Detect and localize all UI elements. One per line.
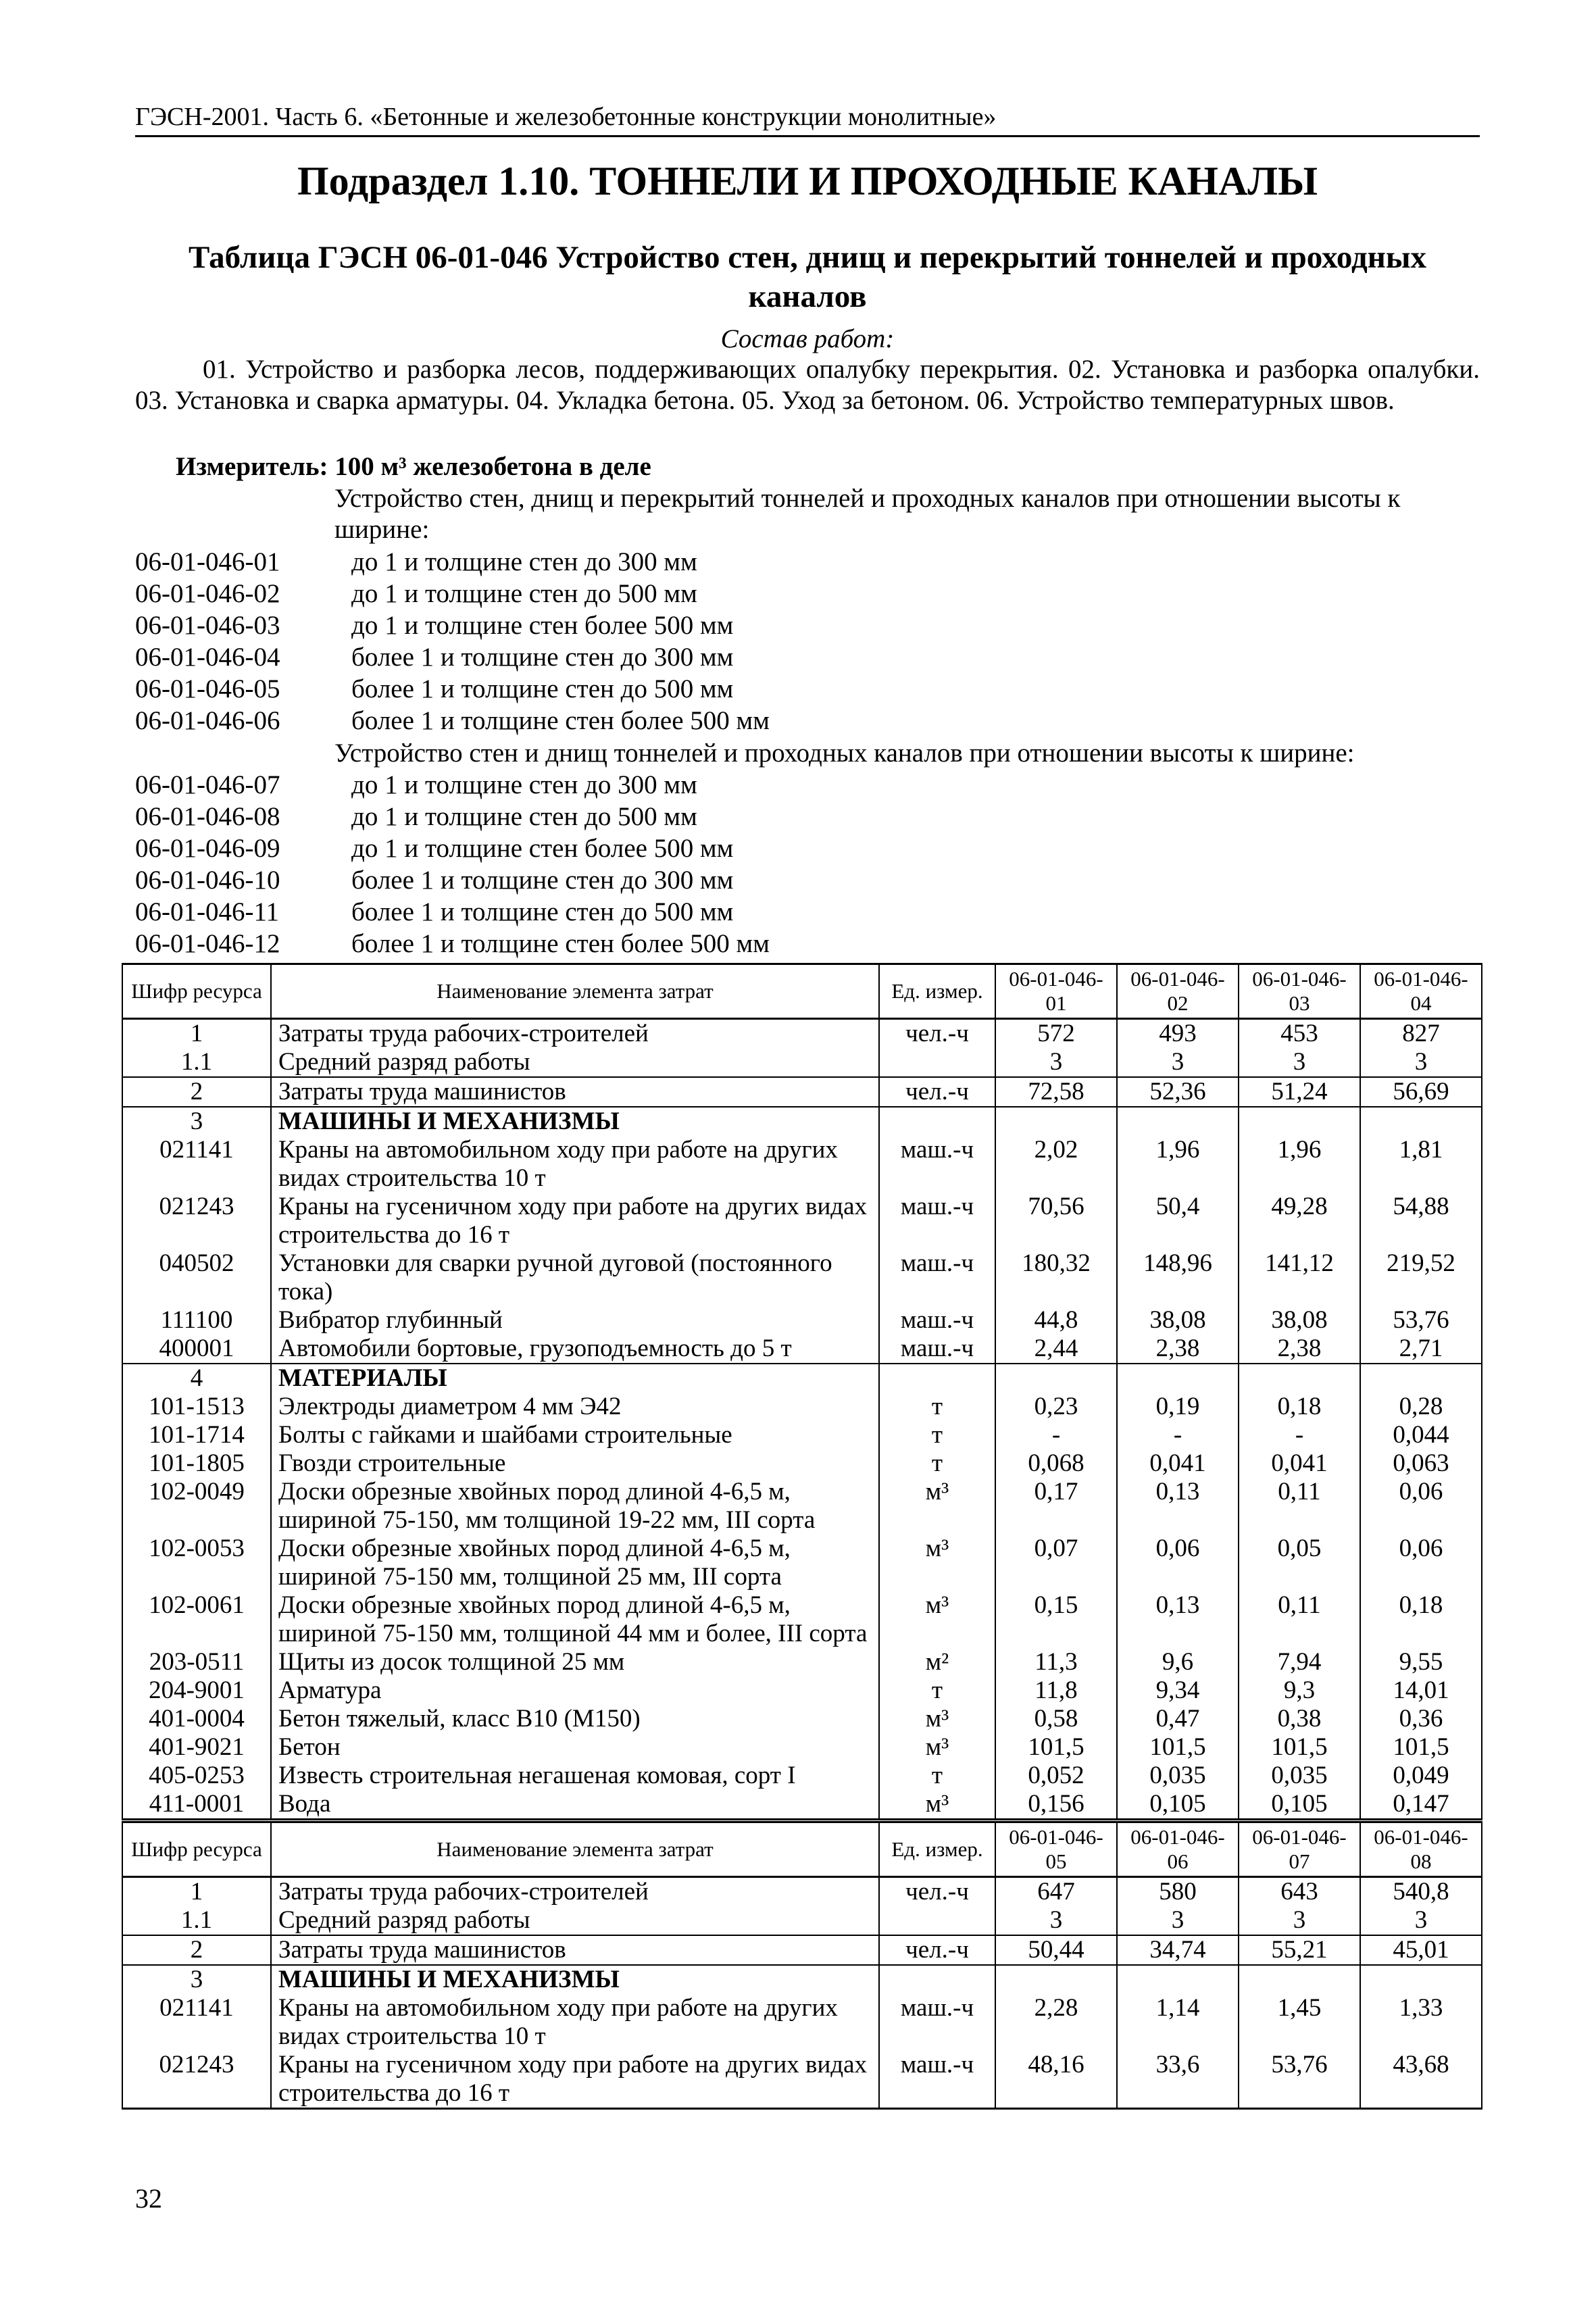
- cell-value: 55,21: [1239, 1935, 1360, 1965]
- col-header-name: Наименование элемента затрат: [271, 1822, 879, 1877]
- cell-unit: чел.-ч: [879, 1019, 995, 1049]
- cell-value: 101,5: [1239, 1733, 1360, 1762]
- cell-code: 021141: [122, 1994, 271, 2051]
- table-row: [122, 1877, 1482, 1907]
- col-header-value: 06-01-046-05: [995, 1822, 1117, 1877]
- cell-value: 34,74: [1117, 1935, 1239, 1965]
- cell-unit: т: [879, 1762, 995, 1790]
- col-header-name: Наименование элемента затрат: [271, 964, 879, 1019]
- code-list-1: [135, 546, 1480, 737]
- table-row: [122, 1648, 1482, 1676]
- cell-code: 102-0049: [122, 1478, 271, 1535]
- cell-value: 43,68: [1360, 2051, 1482, 2109]
- col-header-value: 06-01-046-06: [1117, 1822, 1239, 1877]
- col-header-unit: Ед. измер.: [879, 964, 995, 1019]
- cell-value: 11,3: [995, 1648, 1117, 1676]
- cell-value: 580: [1117, 1877, 1239, 1907]
- item-code: 06-01-046-04: [135, 643, 280, 672]
- cell-value: [995, 1364, 1117, 1393]
- table-row: [122, 1364, 1482, 1393]
- cell-value: 453: [1239, 1019, 1360, 1049]
- cell-value: 9,55: [1360, 1648, 1482, 1676]
- col-header-value: 06-01-046-08: [1360, 1822, 1482, 1877]
- cell-code: 040502: [122, 1249, 271, 1306]
- resource-table-1: [122, 963, 1482, 1820]
- cell-name: Затраты труда рабочих-строителей: [271, 1877, 879, 1907]
- cell-value: 1,96: [1239, 1136, 1360, 1193]
- cell-value: [995, 1965, 1117, 1994]
- cell-value: 0,47: [1117, 1705, 1239, 1733]
- cell-value: [1117, 1965, 1239, 1994]
- cell-value: -: [1117, 1421, 1239, 1449]
- cell-name: Гвозди строительные: [271, 1449, 879, 1478]
- table-body: [122, 1019, 1482, 1820]
- cell-value: 33,6: [1117, 2051, 1239, 2109]
- cell-unit: маш.-ч: [879, 1136, 995, 1193]
- cell-code: 2: [122, 1935, 271, 1965]
- item-desc: более 1 и толщине стен до 500 мм: [351, 674, 734, 703]
- table-row: [122, 1421, 1482, 1449]
- cell-value: 0,18: [1360, 1591, 1482, 1648]
- cell-value: 0,041: [1239, 1449, 1360, 1478]
- cell-value: 0,035: [1117, 1762, 1239, 1790]
- col-header-value: 06-01-046-01: [995, 964, 1117, 1019]
- cell-code: 204-9001: [122, 1676, 271, 1705]
- cell-value: 0,156: [995, 1790, 1117, 1820]
- col-header-value: 06-01-046-03: [1239, 964, 1360, 1019]
- cell-value: 180,32: [995, 1249, 1117, 1306]
- cell-value: 2,44: [995, 1335, 1117, 1364]
- cell-value: 0,07: [995, 1535, 1117, 1591]
- item-desc: более 1 и толщине стен более 500 мм: [351, 706, 770, 735]
- item-code: 06-01-046-07: [135, 770, 280, 799]
- table-row: [122, 1762, 1482, 1790]
- cell-value: 3: [1360, 1906, 1482, 1935]
- cell-value: 0,05: [1239, 1535, 1360, 1591]
- cell-code: 3: [122, 1107, 271, 1136]
- cell-value: 38,08: [1117, 1306, 1239, 1335]
- cell-value: 3: [1117, 1906, 1239, 1935]
- table-row: [122, 1965, 1482, 1994]
- group-intro-2: Устройство стен и днищ тоннелей и проходных каналов при отношении высоты к ширине:: [334, 739, 1355, 768]
- cell-code: 400001: [122, 1335, 271, 1364]
- table-body: [122, 1877, 1482, 2109]
- cell-unit: чел.-ч: [879, 1935, 995, 1965]
- code-item: [135, 705, 1480, 737]
- cell-name: Вибратор глубинный: [271, 1306, 879, 1335]
- cell-value: 50,4: [1117, 1193, 1239, 1249]
- cell-unit: т: [879, 1393, 995, 1421]
- cell-unit: маш.-ч: [879, 1306, 995, 1335]
- col-header-unit: Ед. измер.: [879, 1822, 995, 1877]
- cell-value: 0,58: [995, 1705, 1117, 1733]
- cell-code: 1: [122, 1877, 271, 1907]
- cell-value: 2,71: [1360, 1335, 1482, 1364]
- cell-unit: маш.-ч: [879, 1249, 995, 1306]
- cell-value: 493: [1117, 1019, 1239, 1049]
- cell-value: 0,13: [1117, 1591, 1239, 1648]
- cell-unit: [879, 1048, 995, 1077]
- item-desc: более 1 и толщине стен более 500 мм: [351, 929, 770, 958]
- cell-value: 0,06: [1360, 1535, 1482, 1591]
- item-desc: до 1 и толщине стен более 500 мм: [351, 834, 734, 863]
- cell-code: 1: [122, 1019, 271, 1049]
- cell-code: 2: [122, 1077, 271, 1107]
- cell-name: Вода: [271, 1790, 879, 1820]
- cell-name: Известь строительная негашеная комовая, сорт I: [271, 1762, 879, 1790]
- item-code: 06-01-046-08: [135, 802, 280, 831]
- table-header-row: [122, 964, 1482, 1019]
- cell-code: 401-9021: [122, 1733, 271, 1762]
- cell-value: 0,147: [1360, 1790, 1482, 1820]
- cell-value: 0,068: [995, 1449, 1117, 1478]
- code-item: [135, 864, 1480, 896]
- cell-value: 50,44: [995, 1935, 1117, 1965]
- item-desc: до 1 и толщине стен до 300 мм: [351, 770, 697, 799]
- cell-value: [1360, 1364, 1482, 1393]
- cell-value: 0,28: [1360, 1393, 1482, 1421]
- cell-unit: маш.-ч: [879, 1994, 995, 2051]
- cell-name: Бетон тяжелый, класс В10 (М150): [271, 1705, 879, 1733]
- item-code: 06-01-046-03: [135, 611, 280, 640]
- cell-value: 0,15: [995, 1591, 1117, 1648]
- resource-table-2: [122, 1821, 1482, 2110]
- col-header-value: 06-01-046-04: [1360, 964, 1482, 1019]
- cell-value: 14,01: [1360, 1676, 1482, 1705]
- cell-value: 72,58: [995, 1077, 1117, 1107]
- cell-value: [1239, 1965, 1360, 1994]
- item-desc: до 1 и толщине стен более 500 мм: [351, 611, 734, 640]
- cell-name: Доски обрезные хвойных пород длиной 4-6,5 м, шириной 75-150 мм, толщиной 44 мм и более, III сорта: [271, 1591, 879, 1648]
- cell-unit: маш.-ч: [879, 1193, 995, 1249]
- item-desc: до 1 и толщине стен до 300 мм: [351, 547, 697, 576]
- cell-unit: чел.-ч: [879, 1877, 995, 1907]
- cell-value: -: [995, 1421, 1117, 1449]
- cell-code: 405-0253: [122, 1762, 271, 1790]
- cell-name: Доски обрезные хвойных пород длиной 4-6,5 м, шириной 75-150, мм толщиной 19-22 мм, III сорта: [271, 1478, 879, 1535]
- cell-unit: [879, 1965, 995, 1994]
- cell-code: 111100: [122, 1306, 271, 1335]
- cell-value: 2,02: [995, 1136, 1117, 1193]
- table-row: [122, 1790, 1482, 1820]
- cell-name: Краны на гусеничном ходу при работе на других видах строительства до 16 т: [271, 2051, 879, 2109]
- cell-code: 021141: [122, 1136, 271, 1193]
- code-list-2: [135, 769, 1480, 960]
- cell-code: 411-0001: [122, 1790, 271, 1820]
- cell-value: 11,8: [995, 1676, 1117, 1705]
- cell-name: Щиты из досок толщиной 25 мм: [271, 1648, 879, 1676]
- table-row: [122, 1306, 1482, 1335]
- cell-name: Затраты труда машинистов: [271, 1077, 879, 1107]
- item-code: 06-01-046-06: [135, 706, 280, 735]
- cell-value: 53,76: [1239, 2051, 1360, 2109]
- cell-value: 70,56: [995, 1193, 1117, 1249]
- cell-value: 0,105: [1239, 1790, 1360, 1820]
- cell-unit: маш.-ч: [879, 1335, 995, 1364]
- cell-value: 1,45: [1239, 1994, 1360, 2051]
- cell-value: 9,6: [1117, 1648, 1239, 1676]
- table-row: [122, 1935, 1482, 1965]
- page-number: 32: [135, 2183, 162, 2214]
- cell-value: 219,52: [1360, 1249, 1482, 1306]
- cell-code: 4: [122, 1364, 271, 1393]
- cell-name: Средний разряд работы: [271, 1048, 879, 1077]
- cell-value: 3: [995, 1048, 1117, 1077]
- cell-code: 102-0061: [122, 1591, 271, 1648]
- cell-value: [1117, 1364, 1239, 1393]
- cell-value: 0,06: [1117, 1535, 1239, 1591]
- table-row: [122, 1676, 1482, 1705]
- cell-unit: м³: [879, 1535, 995, 1591]
- cell-name: Затраты труда машинистов: [271, 1935, 879, 1965]
- table-row: [122, 1733, 1482, 1762]
- cell-unit: [879, 1906, 995, 1935]
- running-header: ГЭСН-2001. Часть 6. «Бетонные и железобетонные конструкции монолитные»: [135, 101, 1480, 137]
- cell-value: 51,24: [1239, 1077, 1360, 1107]
- cell-value: 0,38: [1239, 1705, 1360, 1733]
- work-composition-title: Состав работ:: [720, 324, 895, 353]
- cell-value: -: [1239, 1421, 1360, 1449]
- cell-code: 3: [122, 1965, 271, 1994]
- cell-unit: т: [879, 1676, 995, 1705]
- table-row: [122, 1535, 1482, 1591]
- table-row: [122, 1705, 1482, 1733]
- cell-value: 53,76: [1360, 1306, 1482, 1335]
- cell-value: 54,88: [1360, 1193, 1482, 1249]
- cell-unit: чел.-ч: [879, 1077, 995, 1107]
- cell-name: Затраты труда рабочих-строителей: [271, 1019, 879, 1049]
- cell-value: 48,16: [995, 2051, 1117, 2109]
- cell-value: 101,5: [995, 1733, 1117, 1762]
- cell-value: 0,18: [1239, 1393, 1360, 1421]
- cell-unit: м³: [879, 1591, 995, 1648]
- cell-unit: м³: [879, 1705, 995, 1733]
- cell-value: 101,5: [1117, 1733, 1239, 1762]
- table-row: [122, 1107, 1482, 1136]
- cell-name: МАШИНЫ И МЕХАНИЗМЫ: [271, 1965, 879, 1994]
- item-desc: более 1 и толщине стен до 500 мм: [351, 897, 734, 926]
- table-title-line-2: каналов: [748, 279, 867, 314]
- cell-value: 1,33: [1360, 1994, 1482, 2051]
- cell-value: [1239, 1107, 1360, 1136]
- cell-code: 102-0053: [122, 1535, 271, 1591]
- item-desc: до 1 и толщине стен до 500 мм: [351, 579, 697, 608]
- table-title-line-1: Таблица ГЭСН 06-01-046 Устройство стен, днищ и перекрытий тоннелей и проходных: [188, 240, 1427, 275]
- cell-unit: м²: [879, 1648, 995, 1676]
- item-desc: более 1 и толщине стен до 300 мм: [351, 643, 734, 672]
- table-row: [122, 2051, 1482, 2109]
- item-desc: до 1 и толщине стен до 500 мм: [351, 802, 697, 831]
- cell-value: 1,14: [1117, 1994, 1239, 2051]
- cell-value: 0,044: [1360, 1421, 1482, 1449]
- cell-code: 203-0511: [122, 1648, 271, 1676]
- cell-value: 101,5: [1360, 1733, 1482, 1762]
- item-code: 06-01-046-09: [135, 834, 280, 863]
- cell-code: 101-1805: [122, 1449, 271, 1478]
- cell-code: 1.1: [122, 1048, 271, 1077]
- cell-value: 52,36: [1117, 1077, 1239, 1107]
- cell-name: Краны на автомобильном ходу при работе на других видах строительства 10 т: [271, 1136, 879, 1193]
- cell-value: 3: [1239, 1048, 1360, 1077]
- cell-value: 3: [1117, 1048, 1239, 1077]
- cell-value: 2,38: [1239, 1335, 1360, 1364]
- cell-name: МАТЕРИАЛЫ: [271, 1364, 879, 1393]
- cell-value: 148,96: [1117, 1249, 1239, 1306]
- cell-value: 540,8: [1360, 1877, 1482, 1907]
- measure-unit: Измеритель: 100 м³ железобетона в деле: [176, 452, 651, 481]
- cell-unit: м³: [879, 1733, 995, 1762]
- cell-name: Бетон: [271, 1733, 879, 1762]
- table-row: [122, 1393, 1482, 1421]
- code-item: [135, 928, 1480, 960]
- cell-value: 0,11: [1239, 1478, 1360, 1535]
- cell-unit: м³: [879, 1478, 995, 1535]
- cell-name: Болты с гайками и шайбами строительные: [271, 1421, 879, 1449]
- col-header-value: 06-01-046-07: [1239, 1822, 1360, 1877]
- table-row: [122, 1591, 1482, 1648]
- item-code: 06-01-046-10: [135, 866, 280, 895]
- cell-code: 401-0004: [122, 1705, 271, 1733]
- cell-code: 021243: [122, 1193, 271, 1249]
- item-code: 06-01-046-12: [135, 929, 280, 958]
- item-desc: более 1 и толщине стен до 300 мм: [351, 866, 734, 895]
- cell-value: 3: [1239, 1906, 1360, 1935]
- cell-value: 0,063: [1360, 1449, 1482, 1478]
- table-row: [122, 1994, 1482, 2051]
- cell-unit: т: [879, 1449, 995, 1478]
- cell-value: [1117, 1107, 1239, 1136]
- cell-code: 101-1714: [122, 1421, 271, 1449]
- table-title: [135, 238, 1480, 316]
- cell-value: 647: [995, 1877, 1117, 1907]
- cell-value: 38,08: [1239, 1306, 1360, 1335]
- cell-value: 49,28: [1239, 1193, 1360, 1249]
- table-row: [122, 1019, 1482, 1049]
- cell-value: 572: [995, 1019, 1117, 1049]
- code-item: [135, 609, 1480, 641]
- code-item: [135, 832, 1480, 864]
- cell-value: 0,052: [995, 1762, 1117, 1790]
- cell-unit: м³: [879, 1790, 995, 1820]
- cell-code: 021243: [122, 2051, 271, 2109]
- cell-value: 1,81: [1360, 1136, 1482, 1193]
- table-row: [122, 1077, 1482, 1107]
- cell-value: [1360, 1107, 1482, 1136]
- table-row: [122, 1048, 1482, 1077]
- cell-value: 0,23: [995, 1393, 1117, 1421]
- cell-value: 2,38: [1117, 1335, 1239, 1364]
- code-item: [135, 673, 1480, 705]
- cell-code: 1.1: [122, 1906, 271, 1935]
- cell-value: 0,035: [1239, 1762, 1360, 1790]
- table-row: [122, 1335, 1482, 1364]
- cell-unit: т: [879, 1421, 995, 1449]
- cell-value: [1360, 1965, 1482, 1994]
- col-header-code: Шифр ресурса: [122, 1822, 271, 1877]
- section-title: Подраздел 1.10. ТОННЕЛИ И ПРОХОДНЫЕ КАНАЛЫ: [297, 159, 1318, 203]
- item-code: 06-01-046-05: [135, 674, 280, 703]
- cell-name: Доски обрезные хвойных пород длиной 4-6,5 м, шириной 75-150 мм, толщиной 25 мм, III сорта: [271, 1535, 879, 1591]
- cell-value: 1,96: [1117, 1136, 1239, 1193]
- code-item: [135, 801, 1480, 832]
- cell-unit: маш.-ч: [879, 2051, 995, 2109]
- cell-value: 0,06: [1360, 1478, 1482, 1535]
- item-code: 06-01-046-01: [135, 547, 280, 576]
- cell-name: Краны на гусеничном ходу при работе на других видах строительства до 16 т: [271, 1193, 879, 1249]
- work-composition-text: 01. Устройство и разборка лесов, поддерживающих опалубку перекрытия. 02. Установка и разборка опалубки. 03. Установка и сварка арматуры. 04. Укладка бетона. 05. Уход за бетоном. 06. Устройство температурных швов.: [135, 355, 1480, 415]
- cell-unit: [879, 1107, 995, 1136]
- cell-name: Установки для сварки ручной дуговой (постоянного тока): [271, 1249, 879, 1306]
- code-item: [135, 896, 1480, 928]
- cell-value: 141,12: [1239, 1249, 1360, 1306]
- cell-value: 0,17: [995, 1478, 1117, 1535]
- group-intro-1: Устройство стен, днищ и перекрытий тоннелей и проходных каналов при отношении высоты к ширине:: [334, 484, 1401, 544]
- table-header-row: [122, 1822, 1482, 1877]
- cell-value: 0,11: [1239, 1591, 1360, 1648]
- code-item: [135, 578, 1480, 609]
- cell-name: Краны на автомобильном ходу при работе на других видах строительства 10 т: [271, 1994, 879, 2051]
- cell-value: 2,28: [995, 1994, 1117, 2051]
- cell-name: Электроды диаметром 4 мм Э42: [271, 1393, 879, 1421]
- code-item: [135, 546, 1480, 578]
- cell-value: 56,69: [1360, 1077, 1482, 1107]
- cell-value: 3: [1360, 1048, 1482, 1077]
- cell-value: 0,049: [1360, 1762, 1482, 1790]
- cell-value: 9,3: [1239, 1676, 1360, 1705]
- cell-name: МАШИНЫ И МЕХАНИЗМЫ: [271, 1107, 879, 1136]
- table-row: [122, 1906, 1482, 1935]
- code-item: [135, 769, 1480, 801]
- cell-name: Средний разряд работы: [271, 1906, 879, 1935]
- table-row: [122, 1478, 1482, 1535]
- cell-value: 7,94: [1239, 1648, 1360, 1676]
- cell-name: Арматура: [271, 1676, 879, 1705]
- cell-value: 44,8: [995, 1306, 1117, 1335]
- table-row: [122, 1249, 1482, 1306]
- item-code: 06-01-046-02: [135, 579, 280, 608]
- table-row: [122, 1193, 1482, 1249]
- cell-unit: [879, 1364, 995, 1393]
- code-item: [135, 641, 1480, 673]
- cell-value: [995, 1107, 1117, 1136]
- cell-value: 45,01: [1360, 1935, 1482, 1965]
- cell-name: Автомобили бортовые, грузоподъемность до 5 т: [271, 1335, 879, 1364]
- cell-value: 827: [1360, 1019, 1482, 1049]
- col-header-code: Шифр ресурса: [122, 964, 271, 1019]
- cell-value: 0,105: [1117, 1790, 1239, 1820]
- cell-value: 0,13: [1117, 1478, 1239, 1535]
- cell-value: 3: [995, 1906, 1117, 1935]
- cell-value: 0,36: [1360, 1705, 1482, 1733]
- cell-code: 101-1513: [122, 1393, 271, 1421]
- table-row: [122, 1136, 1482, 1193]
- table-row: [122, 1449, 1482, 1478]
- cell-value: 0,041: [1117, 1449, 1239, 1478]
- cell-value: 643: [1239, 1877, 1360, 1907]
- cell-value: 0,19: [1117, 1393, 1239, 1421]
- cell-value: 9,34: [1117, 1676, 1239, 1705]
- col-header-value: 06-01-046-02: [1117, 964, 1239, 1019]
- cell-value: [1239, 1364, 1360, 1393]
- item-code: 06-01-046-11: [135, 897, 280, 926]
